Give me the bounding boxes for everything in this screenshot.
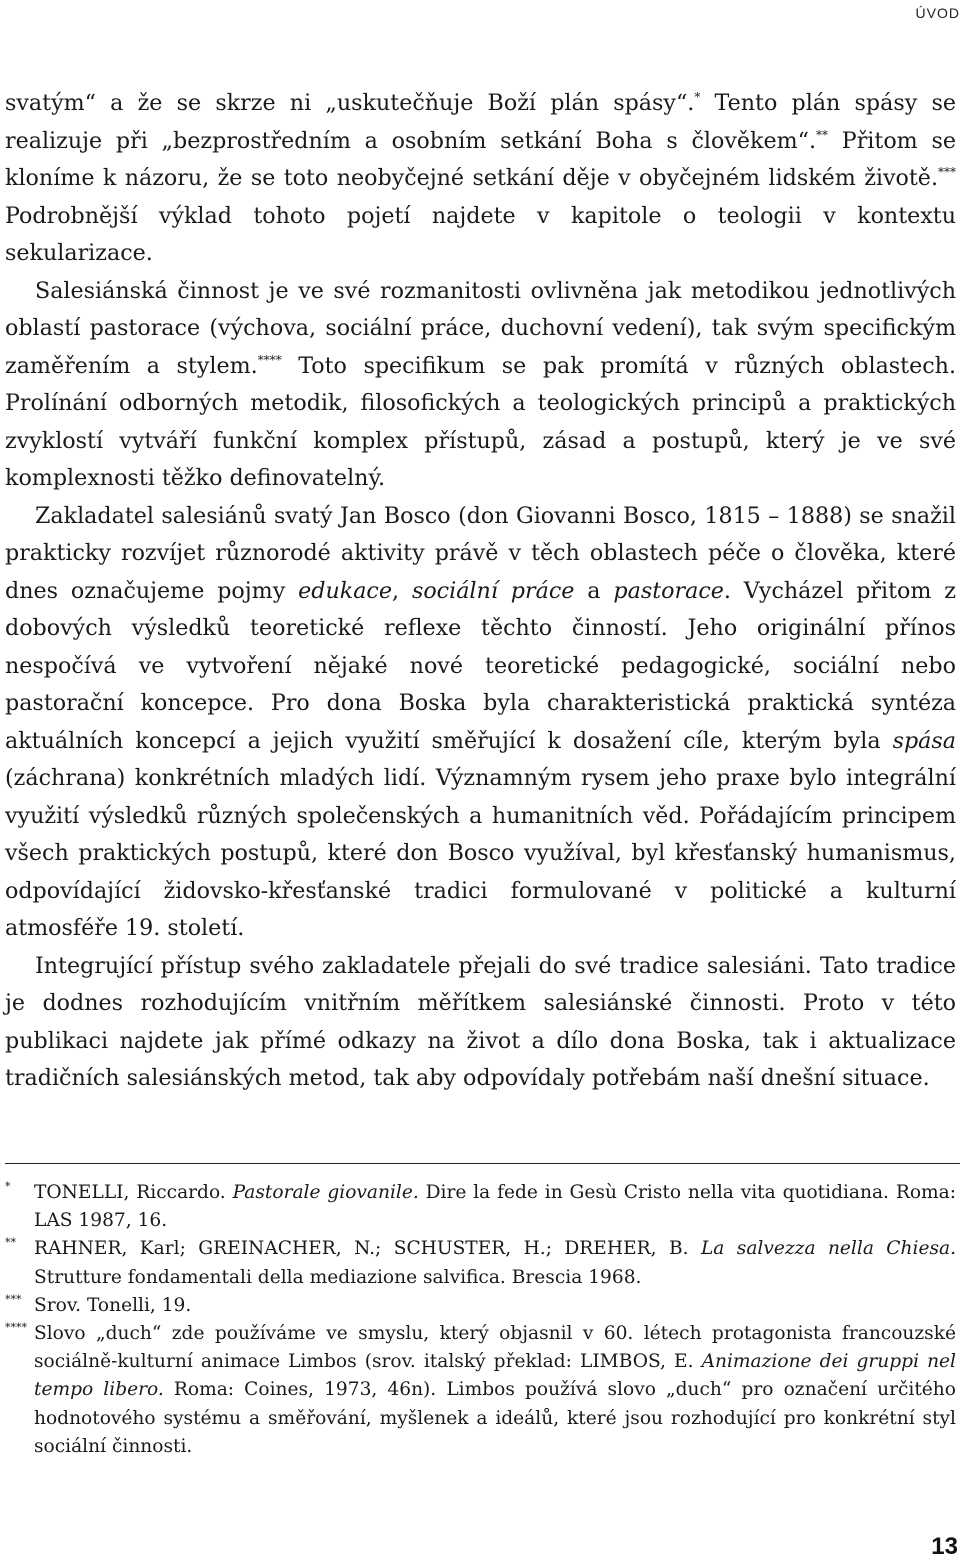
footnote-ref: * bbox=[694, 90, 701, 104]
text-run: Integrující přístup svého zakladatele přejali do své tradice salesiáni. Tato tradice je dodnes rozhodujícím vnitřním měřítkem salesiánské činnosti. Proto v této publikaci najdete jak přímé odkazy na život a dílo dona Boska, tak i aktualizace tradičních salesiánských metod, tak aby odpovídaly potřebám naší dnešní situace. bbox=[5, 952, 956, 1091]
footnote-text bbox=[34, 1182, 956, 1231]
running-header: ÚVOD bbox=[915, 5, 960, 21]
emphasis: Pastorale giovanile. bbox=[232, 1182, 419, 1203]
emphasis: La salvezza nella Chiesa. bbox=[700, 1238, 956, 1260]
text-run: Slovo „duch“ zde používáme ve smyslu, který objasnil v 60. létech protagonista francouzské sociálně-kulturní animace Limbos (srov. italský překlad: LIMBOS, E. bbox=[34, 1323, 956, 1373]
footnote bbox=[5, 1179, 956, 1235]
footnote-mark: **** bbox=[5, 1321, 27, 1335]
text-run: Roma: Coines, 1973, 46n). Limbos používá slovo „duch“ pro označení určitého hodnotového systému a směřování, myšlenek a ideálů, které jsou rozhodující pro konkrétní styl sociální činnosti. bbox=[34, 1379, 956, 1457]
footnote-ref: *** bbox=[938, 165, 956, 179]
footnote bbox=[5, 1235, 956, 1291]
text-run: Salesiánská činnost je ve své rozmanitosti ovlivněna jak metodikou jednotlivých oblastí pastorace (výchova, sociální práce, duchovní vedení), tak svým specifickým zaměřením a stylem. bbox=[5, 277, 956, 379]
paragraph bbox=[5, 498, 956, 948]
footnote-mark: ** bbox=[5, 1236, 16, 1250]
text-run: Srov. Tonelli, 19. bbox=[34, 1294, 192, 1316]
paragraph bbox=[5, 948, 956, 1098]
page-number: 13 bbox=[931, 1533, 958, 1560]
text-run: Zakladatel salesiánů svatý Jan Bosco (don Giovanni Bosco, 1815 – 1888) se snažil prakticky rozvíjet různorodé aktivity právě v těch oblastech péče o člověka, které dnes označujeme pojmy bbox=[5, 502, 956, 604]
emphasis: spása bbox=[892, 727, 956, 754]
body-text bbox=[5, 85, 956, 1098]
emphasis: Animazione dei gruppi nel tempo libero. bbox=[34, 1351, 957, 1401]
text-run: TONELLI, Riccardo. bbox=[34, 1182, 233, 1203]
footnote-text bbox=[34, 1238, 956, 1287]
emphasis: sociální práce bbox=[411, 577, 575, 604]
footnote-divider bbox=[5, 1163, 960, 1164]
text-run: Tento plán spásy se realizuje při „bezprostředním a osobním setkání Boha s člověkem“. bbox=[5, 90, 956, 154]
text-run: Přitom se kloníme k názoru, že se toto neobyčejné setkání děje v obyčejném lidském životě. bbox=[5, 127, 956, 191]
text-run: (záchrana) konkrétních mladých lidí. Významným rysem jeho praxe bylo integrální využití výsledků různých společenských a humanitních věd. Pořádajícím principem všech praktických postupů, které don Bosco využíval, byl křesťanský humanismus, odpovídající židovsko-křesťanské tradici formulované v politické a kulturní atmosféře 19. století. bbox=[5, 765, 956, 941]
footnote-ref: **** bbox=[257, 352, 282, 367]
footnote-text bbox=[34, 1295, 191, 1316]
footnote-ref: ** bbox=[816, 127, 829, 142]
footnote-text bbox=[34, 1323, 956, 1457]
footnote-mark: * bbox=[5, 1180, 11, 1193]
footnote bbox=[5, 1292, 956, 1320]
footnotes bbox=[5, 1179, 956, 1461]
text-run: Dire la fede in Gesù Cristo nella vita quotidiana. Roma: LAS 1987, 16. bbox=[34, 1182, 957, 1232]
paragraph bbox=[5, 85, 956, 273]
footnote bbox=[5, 1320, 956, 1461]
text-run: a bbox=[574, 577, 614, 604]
emphasis: pastorace bbox=[613, 577, 724, 604]
text-run: , bbox=[392, 577, 412, 604]
emphasis: edukace bbox=[298, 577, 392, 604]
paragraph bbox=[5, 273, 956, 498]
footnote-mark: *** bbox=[5, 1292, 22, 1306]
text-run: Podrobnější výklad tohoto pojetí najdete v kapitole o teologii v kontextu sekularizace. bbox=[5, 202, 956, 266]
text-run: Toto specifikum se pak promítá v různých oblastech. Prolínání odborných metodik, filosofických a teologických principů a praktických zvyklostí vytváří funkční komplex přístupů, zásad a postupů, který je ve své komplexnosti těžko definovatelný. bbox=[5, 352, 956, 491]
text-run: svatým“ a že se skrze ni „uskutečňuje Boží plán spásy“. bbox=[5, 90, 695, 116]
text-run: Strutture fondamentali della mediazione salvifica. Brescia 1968. bbox=[34, 1266, 642, 1288]
text-run: RAHNER, Karl; GREINACHER, N.; SCHUSTER, H.; DREHER, B. bbox=[34, 1238, 701, 1260]
text-run: . Vycházel přitom z dobových výsledků teoretické reflexe těchto činností. Jeho originální přínos nespočívá ve vytvoření nějaké nové teoretické pedagogické, sociální nebo pastorační koncepce. Pro dona Boska byla charakteristická praktická syntéza aktuálních koncepcí a jejich využití směřující k dosažení cíle, kterým byla bbox=[5, 577, 956, 754]
